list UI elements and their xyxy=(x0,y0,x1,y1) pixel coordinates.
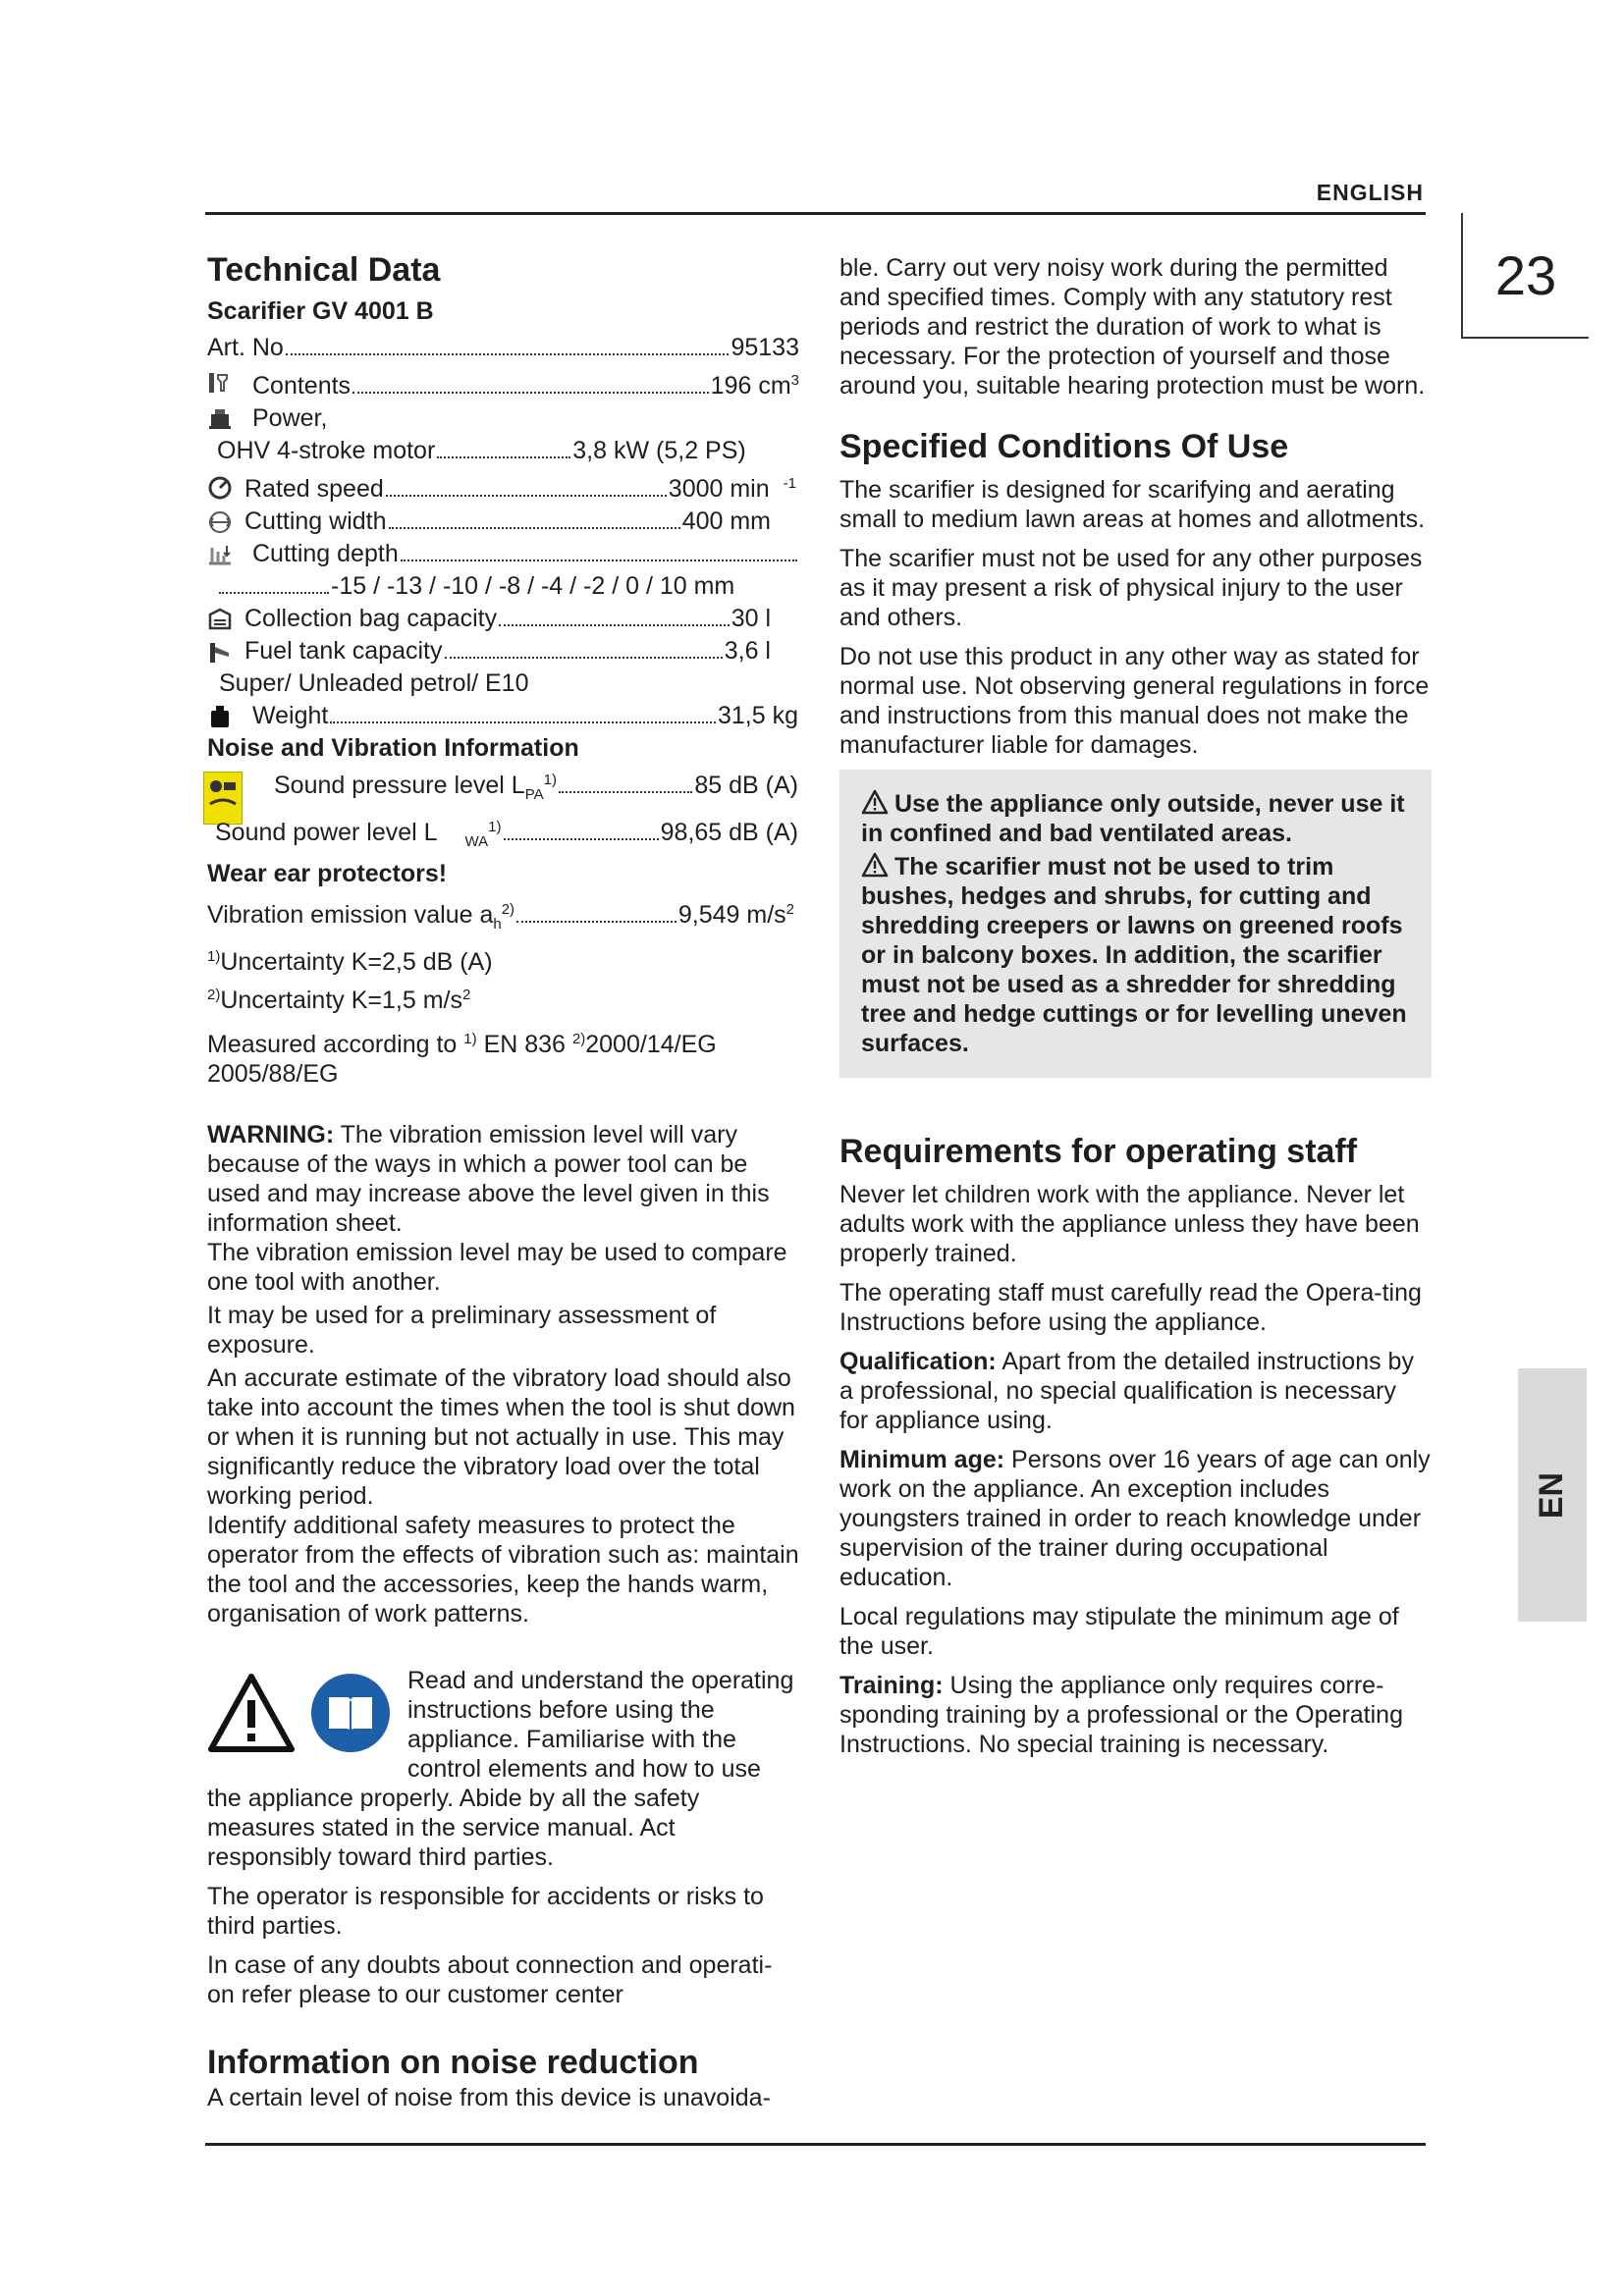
spec-value-text: 3000 min xyxy=(668,475,770,503)
spec-fuel-tank xyxy=(207,635,771,667)
conditions-liability: Do not use this product in any other way as stated for normal use. Not observing general regulations in force and instructions from this manual does not make the manufacturer liable for damages. xyxy=(839,643,1430,759)
superscript: 2) xyxy=(207,987,221,1003)
qualification-text: Apart from the detailed instructions by a professional, no special qualification is necessary for appliance using. xyxy=(839,1348,1414,1434)
training-label: Training: xyxy=(839,1672,944,1699)
leader-dots xyxy=(386,495,667,497)
speed-gauge-icon xyxy=(207,474,233,500)
staff-children: Never let children work with the appliance. Never let adults work with the appliance unless they have been properly trained. xyxy=(839,1181,1420,1267)
superscript: 2 xyxy=(461,987,471,1003)
left-column xyxy=(207,249,799,2019)
subscript: PA xyxy=(524,786,544,803)
spec-label: Cutting width xyxy=(244,507,387,535)
leader-dots xyxy=(389,527,680,529)
conditions-not-other: The scarifier must not be used for any other purposes as it may present a risk of physical injury to the user and others. xyxy=(839,545,1423,631)
spec-cutting-depth xyxy=(207,538,799,570)
superscript: 2) xyxy=(501,901,515,918)
read-manual-text: Read and understand the operating instructions before using the appliance. Familiarise with the control elements and how to use the appliance properly. Abide by all the safety measures stated in the service manual. Act responsibly toward third parties. xyxy=(207,1667,794,1871)
leader-dots xyxy=(330,721,716,723)
superscript: 2 xyxy=(785,901,794,918)
conditions-designed: The scarifier is designed for scarifying and aerating small to medium lawn areas at homes and allotments. xyxy=(839,476,1426,533)
spec-label: Weight xyxy=(252,702,329,729)
header-rule xyxy=(205,212,1426,215)
measured-according xyxy=(207,1025,799,1089)
box-not-trim xyxy=(861,852,1412,1058)
subscript: h xyxy=(493,916,502,933)
spec-vibration xyxy=(207,893,794,940)
read-manual-icons xyxy=(207,1672,392,1754)
language-header: ENGLISH xyxy=(1316,180,1424,205)
right-column xyxy=(839,253,1432,1769)
operator-responsible: The operator is responsible for accidents or risks to third parties. xyxy=(207,1883,764,1940)
warning-triangle-icon xyxy=(861,789,889,815)
superscript: -1 xyxy=(783,475,796,492)
spec-value: 85 dB (A) xyxy=(694,772,798,799)
fuel-tank-icon xyxy=(207,639,233,665)
spec-motor xyxy=(207,435,799,467)
leader-dots xyxy=(219,592,329,594)
spec-weight xyxy=(207,700,798,732)
warning-paragraph xyxy=(207,1120,799,1238)
conditions-title: Specified Conditions Of Use xyxy=(839,428,1289,465)
superscript: 1) xyxy=(463,1031,477,1047)
spec-value xyxy=(711,364,799,402)
uncertainty-text: Uncertainty K=1,5 m/s xyxy=(220,987,462,1014)
superscript: 3 xyxy=(790,372,799,389)
doubts-customer-center: In case of any doubts about connection and operati-on refer please to our customer center xyxy=(207,1951,773,2008)
spec-value: 30 l xyxy=(731,605,771,632)
spec-value xyxy=(678,893,794,932)
spec-value: 98,65 dB (A) xyxy=(660,819,798,846)
leader-dots xyxy=(559,791,692,793)
spec-label: OHV 4-stroke motor xyxy=(217,437,436,464)
minimum-age-text: Persons over 16 years of age can only work on the appliance. An exception includes youngsters trained in order to reach knowledge under supervision of the trainer during occupational education. xyxy=(839,1446,1431,1591)
spec-art-no xyxy=(207,332,799,364)
spec-label: Contents xyxy=(252,372,352,400)
staff-training xyxy=(839,1671,1432,1759)
spec-contents xyxy=(207,364,799,402)
subscript: WA xyxy=(464,833,489,850)
spec-label: Collection bag capacity xyxy=(244,605,498,632)
spec-rated-speed xyxy=(207,467,796,506)
noise-reduction-title: Information on noise reduction xyxy=(207,2044,699,2081)
warning-triangle-icon xyxy=(861,852,889,878)
noise-reduction-text: A certain level of noise from this device is unavoida- xyxy=(207,2084,771,2111)
warning-preliminary: It may be used for a preliminary assessment of exposure. xyxy=(207,1302,717,1359)
leader-dots xyxy=(516,921,677,923)
technical-data-title: Technical Data xyxy=(207,251,441,289)
spec-value: 400 mm xyxy=(681,507,771,535)
spec-value: 3,8 kW (5,2 PS) xyxy=(572,437,746,464)
noise-vibration-title: Noise and Vibration Information xyxy=(207,734,579,762)
leader-dots xyxy=(352,392,709,394)
spec-label-text: Vibration emission value a xyxy=(207,901,494,929)
fuel-type: Super/ Unleaded petrol/ E10 xyxy=(219,669,529,697)
spec-label: Rated speed xyxy=(244,475,384,503)
warning-safety-measures: Identify additional safety measures to protect the operator from the effects of vibration such as: maintain the tool and the accessories, keep the hands warm, organisation of work patterns. xyxy=(207,1512,799,1628)
staff-local-regulations: Local regulations may stipulate the minimum age of the user. xyxy=(839,1603,1399,1660)
leader-dots xyxy=(401,560,797,561)
leader-dots xyxy=(499,624,730,626)
spec-label: Fuel tank capacity xyxy=(244,637,443,665)
measured-text: Measured according to xyxy=(207,1031,458,1058)
footer-rule xyxy=(205,2143,1426,2146)
spec-label: Power, xyxy=(252,404,328,432)
leader-dots xyxy=(286,353,730,355)
box-outside-only xyxy=(861,789,1412,848)
spec-label xyxy=(207,893,514,940)
superscript: 1) xyxy=(488,819,502,835)
spec-value: 95133 xyxy=(731,334,799,361)
spec-value: 31,5 kg xyxy=(717,702,798,729)
spec-label xyxy=(274,764,557,811)
qualification-label: Qualification: xyxy=(839,1348,997,1375)
collection-bag-icon xyxy=(207,607,233,632)
wear-ear-protectors: Wear ear protectors! xyxy=(207,860,448,887)
cutting-depth-icon xyxy=(207,542,233,567)
measured-text: 2005/88/EG xyxy=(207,1060,339,1088)
spec-cutting-width xyxy=(207,506,771,538)
spec-sound-pressure xyxy=(207,764,798,811)
box-text: Use the appliance only outside, never use it in confined and bad ventilated areas. xyxy=(861,790,1405,847)
box-text: The scarifier must not be used to trim bushes, hedges and shrubs, for cutting and shredding creepers or lawns on greened roofs or in balcony boxes. In addition, the scarifier must not be used as a shredder for shredding tree and hedge cuttings or for levelling uneven surfaces. xyxy=(861,853,1407,1057)
spec-value-text: 9,549 m/s xyxy=(677,901,786,929)
measured-text: EN 836 xyxy=(483,1031,566,1058)
leader-dots xyxy=(445,657,723,659)
superscript: 2) xyxy=(571,1031,586,1047)
spec-value: 3,6 l xyxy=(724,637,771,665)
spec-label: Cutting depth xyxy=(252,540,399,567)
noise-reduction-section xyxy=(207,2042,799,2122)
warning-label: WARNING: xyxy=(207,1121,335,1148)
measured-text: 2000/14/EG xyxy=(585,1031,717,1058)
warning-compare: The vibration emission level may be used to compare one tool with another. xyxy=(207,1239,787,1296)
staff-minimum-age xyxy=(839,1445,1432,1592)
leader-dots xyxy=(504,838,659,840)
read-manual-block xyxy=(207,1666,799,2009)
spec-label xyxy=(215,811,502,858)
superscript: 1) xyxy=(543,772,557,788)
warning-accurate-estimate: An accurate estimate of the vibratory load should also take into account the times when the tool is shut down or when it is running but not actually in use. This may significantly reduce the vibratory load over the total working period. xyxy=(207,1364,795,1510)
spec-label-text: Sound power level L xyxy=(215,819,438,846)
weight-icon xyxy=(207,704,233,729)
staff-read-instructions: The operating staff must carefully read the Opera-ting Instructions before using the appliance. xyxy=(839,1279,1422,1336)
uncertainty-sound xyxy=(207,940,799,979)
model-title: Scarifier GV 4001 B xyxy=(207,297,434,325)
page-number: 23 xyxy=(1461,213,1589,339)
spec-label: Art. No xyxy=(207,334,284,361)
uncertainty-vibration xyxy=(207,979,799,1017)
safety-warning-box xyxy=(839,770,1432,1078)
minimum-age-label: Minimum age: xyxy=(839,1446,1005,1473)
staff-qualification xyxy=(839,1347,1432,1435)
motor-icon xyxy=(207,406,233,432)
language-tab xyxy=(1518,1368,1587,1622)
spec-label-text: Sound pressure level L xyxy=(274,772,525,799)
spec-power xyxy=(207,402,799,435)
warning-triangle-icon xyxy=(207,1673,296,1753)
noise-reduction-continued: ble. Carry out very noisy work during the permitted and specified times. Comply with any statutory rest periods and restrict the duration of work to what is necessary. For the protection of yourself and those around you, suitable hearing protection must be worn. xyxy=(839,254,1426,400)
uncertainty-text: Uncertainty K=2,5 dB (A) xyxy=(220,948,493,976)
training-text: Using the appliance only requires corre-sponding training by a professional or the Operating Instructions. No special training is necessary. xyxy=(839,1672,1403,1758)
spec-sound-power xyxy=(207,811,798,858)
engine-contents-icon xyxy=(207,371,233,397)
spec-value xyxy=(669,467,796,506)
read-manual-book-icon xyxy=(309,1672,392,1754)
language-tab-label: EN xyxy=(1533,1471,1571,1519)
cutting-width-icon xyxy=(207,509,233,535)
sound-levels-block xyxy=(207,764,799,858)
leader-dots xyxy=(437,456,570,458)
spec-bag-capacity xyxy=(207,603,771,635)
spec-cutting-depth-values xyxy=(207,570,799,603)
spec-value-text: 196 cm xyxy=(710,372,791,400)
superscript: 1) xyxy=(207,948,221,965)
staff-title: Requirements for operating staff xyxy=(839,1133,1358,1170)
spec-value: -15 / -13 / -10 / -8 / -4 / -2 / 0 / 10 mm xyxy=(331,572,735,600)
warning-text: The vibration emission level will vary because of the ways in which a power tool can be used and may increase above the level given in this information sheet. xyxy=(207,1121,770,1237)
